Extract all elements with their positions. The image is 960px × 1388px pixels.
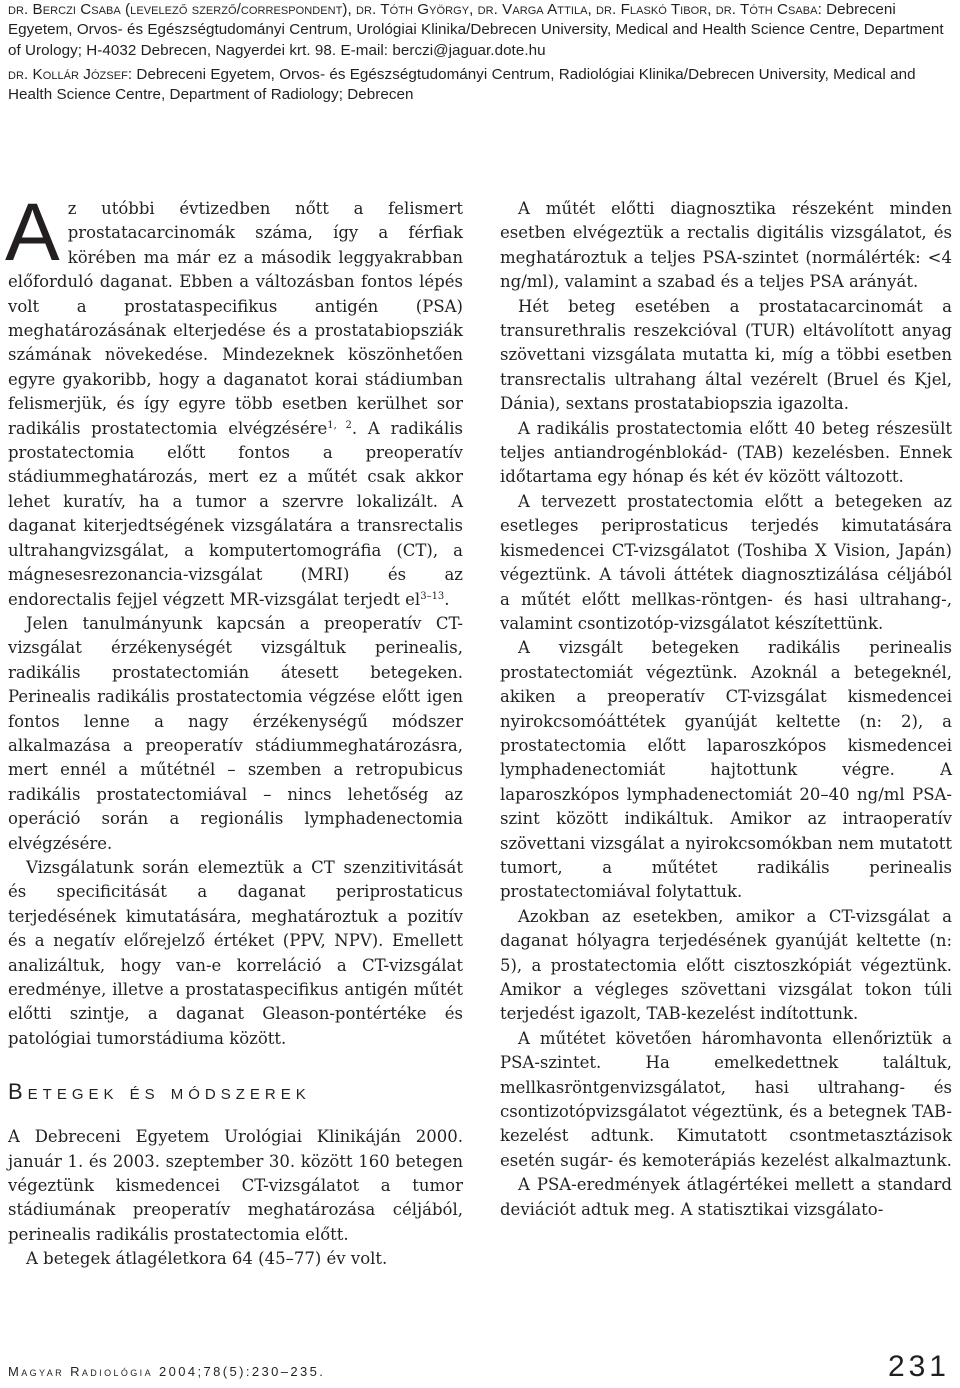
paragraph-study-aim: Jelen tanulmányunk kapcsán a preoperatív CT-vizsgálat érzékenységét vizsgáltuk perinealis, radikális prostatectomián átesett betegeken. Perinealis radikális prostatectomia végzése előtt igen fontos lenne a nagy érzékenységű módszer alkalmazása a preoperatív stádiummeghatározásra, mert ennél a műtétnél – szemben a retropubicus radikális prostatectomiával – nincs lehetőség az operáció során a regionális lymphadenectomia elvégzésére.	[8, 613, 463, 853]
paragraph-histology: Hét beteg esetében a prostatacarcinomát a transurethralis reszekcióval (TUR) eltávolított anyag szövettani vizsgálata mutatta ki, míg a többi esetben transrectalis ultrahang által vezérelt (Bruel és Kjel, Dánia), sextans prostatabiopszia igazolta.	[500, 296, 952, 414]
paragraph-analysis: Vizsgálatunk során elemeztük a CT szenzitivitását és specificitását a daganat periprostaticus terjedésének kimutatására, meghatároztuk a pozitív és a negatív előrejelző értéket (PPV, NPV). Emellett analizáltuk, hogy van-e korreláció a CT-vizsgálat eredménye, illetve a prostataspecifikus antigén műtét előtti szintje, a daganat Gleason-pontértéke és patológiai tumorstádiuma között.	[8, 857, 463, 1048]
paragraph-tab: A radikális prostatectomia előtt 40 beteg részesült teljes antiandrogénblokád- (TAB) kezelésben. Ennek időtartama egy hónap és két év között változott.	[500, 418, 952, 487]
citation-3-13: 3–13	[420, 590, 445, 602]
intro-paragraph	[5, 187, 463, 612]
paragraph-cystoscopy: Azokban az esetekben, amikor a CT-vizsgálat a daganat hólyagra terjedésének gyanúját keltette (n: 5), a prostatectomia előtt cisztoszkópiát végeztünk. Amikor a végleges szövettani vizsgálat tokon túli terjedést igazolt, TAB-kezelést indítottunk.	[500, 906, 952, 1024]
author-block-radiology	[8, 65, 952, 106]
drop-cap: A	[5, 187, 60, 278]
paragraph-followup: A műtétet követően háromhavonta ellenőriztük a PSA-szintet. Ha emelkedettnek találtuk, mellkasröntgenvizsgálatot, hasi ultrahang- és csontizotópvizsgálatot végeztünk, és a betegnek TAB-kezelést adtunk. Kimutatott csontmetasztázisok esetén sugár- és kemoterápiás kezelést alkalmaztunk.	[500, 1028, 952, 1170]
right-column	[500, 197, 952, 1222]
intro-text-b: . A radikális prostatectomia előtt fontos a preoperatív stádiummeghatározás, mert ez a műtét csak akkor lehet kuratív, ha a tumor a szervre lokalizált. A daganat kiterjedtségének vizsgálatára a transrectalis ultrahangvizsgálat, a komputertomográfia (CT), a mágnesesrezonancia-vizsgálat (MRI) és az endorectalis fejjel végzett MR-vizsgálat terjedt el	[8, 418, 463, 609]
page-number: 231	[887, 1350, 950, 1383]
paragraph-patients: A Debreceni Egyetem Urológiai Klinikáján 2000. január 1. és 2003. szeptember 30. között 160 betegen végeztünk kismedencei CT-vizsgálatot a tumor stádiumának preoperatív meghatározása céljából, perinealis radikális prostatectomia előtt.	[8, 1127, 463, 1244]
author-block-urology	[8, 0, 952, 61]
intro-text-a: z utóbbi évtizedben nőtt a felismert prostatacarcinomák száma, így a férfiak körében ma már ez a második leggyakrabban előforduló daganat. Ebben a változásban fontos lépés volt a prostataspecifikus antigén (PSA) meghatározásának elterjedése és a prostatabiopsziák számának növekedése. Mindezeknek köszönhetően egyre gyakoribb, hogy a daganatot korai stádiumban felismerjük, és így egyre több esetben kerülhet sor radikális prostatectomia elvégzésére	[8, 199, 463, 438]
author-names-urology: dr. Berczi Csaba (levelező szerző/correspondent), dr. Tóth György, dr. Varga Attila, dr. Flaskó Tibor, dr. Tóth Csaba:	[8, 1, 822, 18]
citation-1-2: 1, 2	[327, 419, 352, 431]
paragraph-statistics: A PSA-eredmények átlagértékei mellett a standard deviációt adtuk meg. A statisztikai vizsgálato-	[500, 1175, 952, 1219]
journal-citation: Magyar Radiológia 2004;78(5):230–235.	[8, 1364, 326, 1379]
paragraph-surgery: A vizsgált betegeken radikális perinealis prostatectomiát végeztünk. Azoknál a betegeknél, akiken a preoperatív CT-vizsgálat kismedencei nyirokcsomóáttétek gyanúját keltette (n: 2), a prostatectomia előtt laparoszkópos kismedencei lymphadenectomiát hajtottunk végre. A laparoszkópos lymphadenectomiát 20–40 ng/ml PSA-szint között indikáltuk. Amikor az intraoperatív szövettani vizsgálat a nyirokcsomókban nem mutatott tumort, a műtétet radikális perinealis prostatectomiával folytattuk.	[500, 638, 952, 902]
affiliation-radiology: Debreceni Egyetem, Orvos- és Egészségtudományi Centrum, Radiológiai Klinika/Debrecen University, Medical and Health Science Centre, Department of Radiology; Debrecen	[8, 65, 916, 104]
paragraph-age: A betegek átlagéletkora 64 (45–77) év volt.	[26, 1249, 388, 1269]
affiliation-urology: Debreceni Egyetem, Orvos- és Egészségtudományi Centrum, Urológiai Klinika/Debrecen University, Medical and Health Science Centre, Department of Urology; H-4032 Debrecen, Nagyerdei krt. 98. E-mail: berczi@jaguar.dote.hu	[8, 1, 944, 59]
section-heading-methods: Betegek és módszerek	[8, 1079, 311, 1105]
paragraph-ct: A tervezett prostatectomia előtt a betegeken az esetleges periprostaticus terjedés kimutatására kismedencei CT-vizsgálatot (Toshiba X Vision, Japán) végeztünk. A távoli áttétek diagnosztizálása céljából a műtét előtt mellkas-röntgen- és hasi ultrahang-, valamint csontizotóp-vizsgálatot készítettünk.	[500, 491, 952, 633]
intro-text-c: .	[444, 589, 450, 609]
paragraph-diagnostics: A műtét előtti diagnosztika részeként minden esetben elvégeztük a rectalis digitális vizsgálatot, és meghatároztuk a teljes PSA-szintet (normálérték: <4 ng/ml), valamint a szabad és a teljes PSA arányát.	[500, 199, 952, 292]
author-names-radiology: dr. Kollár József:	[8, 65, 133, 83]
author-affiliations	[8, 0, 952, 109]
left-column	[5, 187, 463, 1272]
